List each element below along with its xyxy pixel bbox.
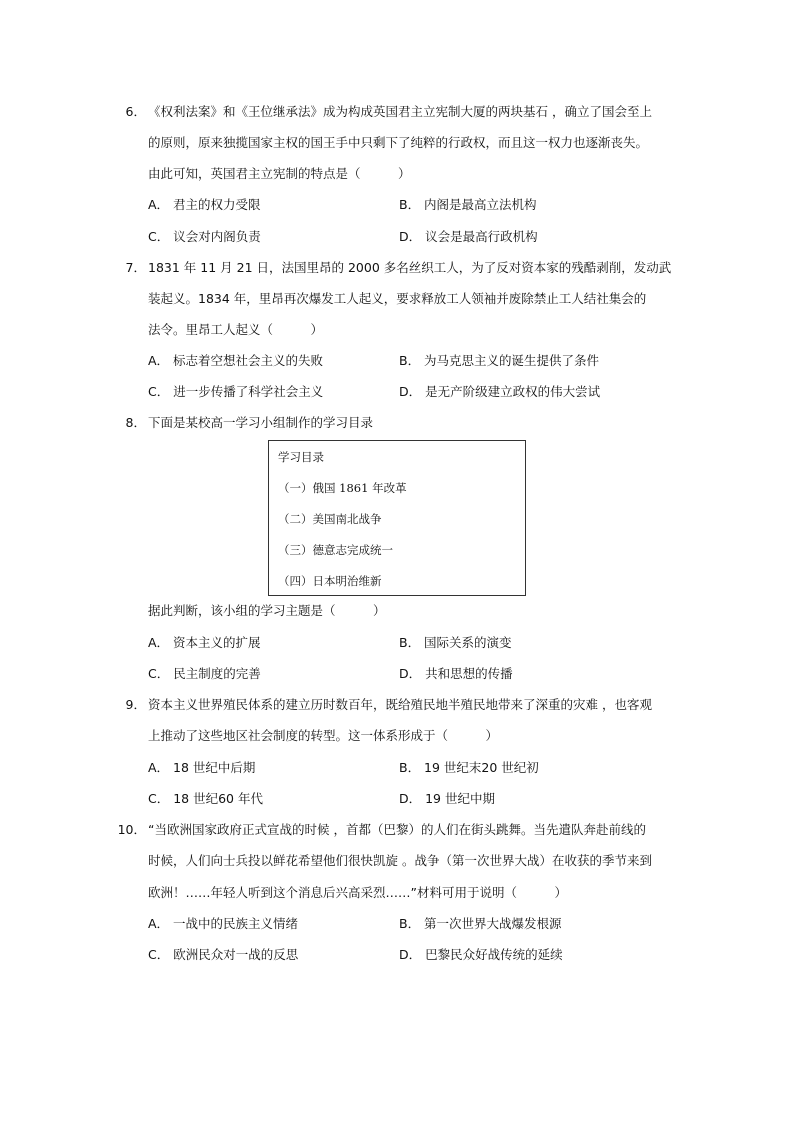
option-d: D． 19 世纪中期 bbox=[399, 791, 495, 806]
study-outline-title: 学习目录 bbox=[278, 450, 324, 464]
question-text-line: 资本主义世界殖民体系的建立历时数百年，既给殖民地半殖民地带来了深重的灾难 ，也客观 bbox=[148, 697, 652, 712]
option-d: D． 巴黎民众好战传统的延续 bbox=[399, 947, 563, 962]
question-number: 10． bbox=[117, 822, 146, 837]
study-outline-item: （三）德意志完成统一 bbox=[278, 543, 393, 557]
question-text-line: 法令。里昂工人起义（ ） bbox=[148, 322, 324, 337]
option-a: A． 标志着空想社会主义的失败 bbox=[148, 353, 324, 368]
study-outline-item: （二）美国南北战争 bbox=[278, 512, 382, 526]
option-c: C． 欧洲民众对一战的反思 bbox=[148, 947, 299, 962]
option-c: C． 进一步传播了科学社会主义 bbox=[148, 384, 324, 399]
option-b: B． 19 世纪末20 世纪初 bbox=[399, 760, 539, 775]
option-a: A． 资本主义的扩展 bbox=[148, 635, 261, 650]
question-text-line: 上推动了这些地区社会制度的转型。这一体系形成于（ ） bbox=[148, 728, 499, 743]
question-text-line: 欧洲！……年轻人听到这个消息后兴高采烈……”材料可用于说明（ ） bbox=[148, 885, 567, 900]
question-number: 6． bbox=[125, 104, 146, 119]
option-b: B． 第一次世界大战爆发根源 bbox=[399, 916, 562, 931]
option-a: A． 君主的权力受限 bbox=[148, 197, 261, 212]
question-text-line: 1831 年 11 月 21 日，法国里昂的 2000 多名丝织工人，为了反对资本家的残酷剥削，发动武 bbox=[148, 260, 672, 275]
question-text-line: “当欧洲国家政府正式宣战的时候 ，首都（巴黎）的人们在街头跳舞。当先遣队奔赴前线的 bbox=[148, 822, 646, 837]
option-b: B． 国际关系的演变 bbox=[399, 635, 512, 650]
question-text-line: 《权利法案》和《王位继承法》成为构成英国君主立宪制大厦的两块基石 ，确立了国会至上 bbox=[148, 104, 652, 119]
question-text-line: 的原则，原来独揽国家主权的国王手中只剩下了纯粹的行政权，而且这一权力也逐渐丧失。 bbox=[148, 135, 649, 150]
question-text-line: 下面是某校高一学习小组制作的学习目录 bbox=[148, 415, 374, 430]
question-text-line: 时候，人们向士兵投以鲜花希望他们很快凯旋 。战争（第一次世界大战）在收获的季节来到 bbox=[148, 853, 652, 868]
option-c: C． 民主制度的完善 bbox=[148, 666, 261, 681]
question-number: 9． bbox=[125, 697, 146, 712]
option-d: D． 共和思想的传播 bbox=[399, 666, 513, 681]
option-d: D． 议会是最高行政机构 bbox=[399, 229, 538, 244]
study-outline-box bbox=[268, 440, 526, 596]
option-b: B． 内阁是最高立法机构 bbox=[399, 197, 537, 212]
option-b: B． 为马克思主义的诞生提供了条件 bbox=[399, 353, 600, 368]
option-a: A． 一战中的民族主义情绪 bbox=[148, 916, 299, 931]
question-number: 7． bbox=[125, 260, 146, 275]
question-number: 8． bbox=[125, 415, 146, 430]
question-text-line: 装起义。1834 年，里昂再次爆发工人起义，要求释放工人领袖并废除禁止工人结社集会的 bbox=[148, 291, 647, 306]
study-outline-item: （一）俄国 1861 年改革 bbox=[278, 481, 407, 495]
question-text-line: 据此判断，该小组的学习主题是（ ） bbox=[148, 603, 386, 618]
study-outline-item: （四）日本明治维新 bbox=[278, 574, 382, 588]
option-a: A． 18 世纪中后期 bbox=[148, 760, 256, 775]
option-d: D． 是无产阶级建立政权的伟大尝试 bbox=[399, 384, 601, 399]
question-text-line: 由此可知，英国君主立宪制的特点是（ ） bbox=[148, 166, 411, 181]
option-c: C． 议会对内阁负责 bbox=[148, 229, 261, 244]
option-c: C． 18 世纪60 年代 bbox=[148, 791, 263, 806]
